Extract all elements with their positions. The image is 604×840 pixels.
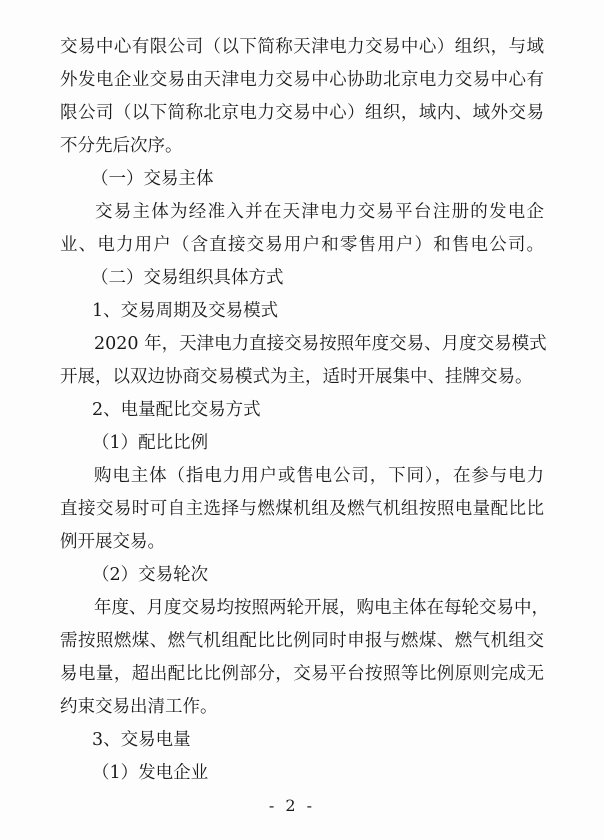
paragraph-line: 交易主体为经准入并在天津电力交易平台注册的发电企 — [95, 202, 544, 222]
paragraph-line: 开展，以双边协商交易模式为主，适时开展集中、挂牌交易。 — [60, 367, 533, 387]
paragraph-line: 直接交易时可自主选择与燃煤机组及燃气机组按照电量配比比 — [60, 499, 544, 519]
paragraph-line: 约束交易出清工作。 — [60, 697, 218, 717]
paragraph-line: 2020 年，天津电力直接交易按照年度交易、月度交易模式 — [94, 334, 547, 354]
section-heading: （二）交易组织具体方式 — [91, 268, 284, 288]
item-heading: （1）发电企业 — [92, 763, 209, 783]
paragraph-line: 限公司（以下简称北京电力交易中心）组织，域内、域外交易 — [60, 103, 544, 123]
paragraph-line: 例开展交易。 — [60, 532, 165, 552]
paragraph-line: 交易中心有限公司（以下简称天津电力交易中心）组织，与域 — [60, 37, 544, 57]
paragraph-line: 业、电力用户（含直接交易用户和零售用户）和售电公司。 — [60, 235, 544, 255]
paragraph-line: 年度、月度交易均按照两轮开展，购电主体在每轮交易中， — [94, 598, 549, 618]
subsection-heading: 2、电量配比交易方式 — [92, 400, 261, 420]
paragraph-line: 外发电企业交易由天津电力交易中心协助北京电力交易中心有 — [60, 70, 544, 90]
paragraph-line: 易电量，超出配比比例部分，交易平台按照等比例原则完成无 — [60, 664, 544, 684]
item-heading: （2）交易轮次 — [92, 565, 209, 585]
paragraph-line: 购电主体（指电力用户或售电公司，下同），在参与电力 — [94, 466, 544, 486]
item-heading: （1）配比比例 — [92, 433, 209, 453]
paragraph-line: 需按照燃煤、燃气机组配比比例同时申报与燃煤、燃气机组交 — [60, 631, 544, 651]
page-number: - 2 - — [268, 796, 316, 815]
subsection-heading: 1、交易周期及交易模式 — [92, 301, 279, 321]
section-heading: （一）交易主体 — [91, 169, 214, 189]
subsection-heading: 3、交易电量 — [92, 730, 191, 750]
paragraph-line: 不分先后次序。 — [60, 136, 183, 156]
